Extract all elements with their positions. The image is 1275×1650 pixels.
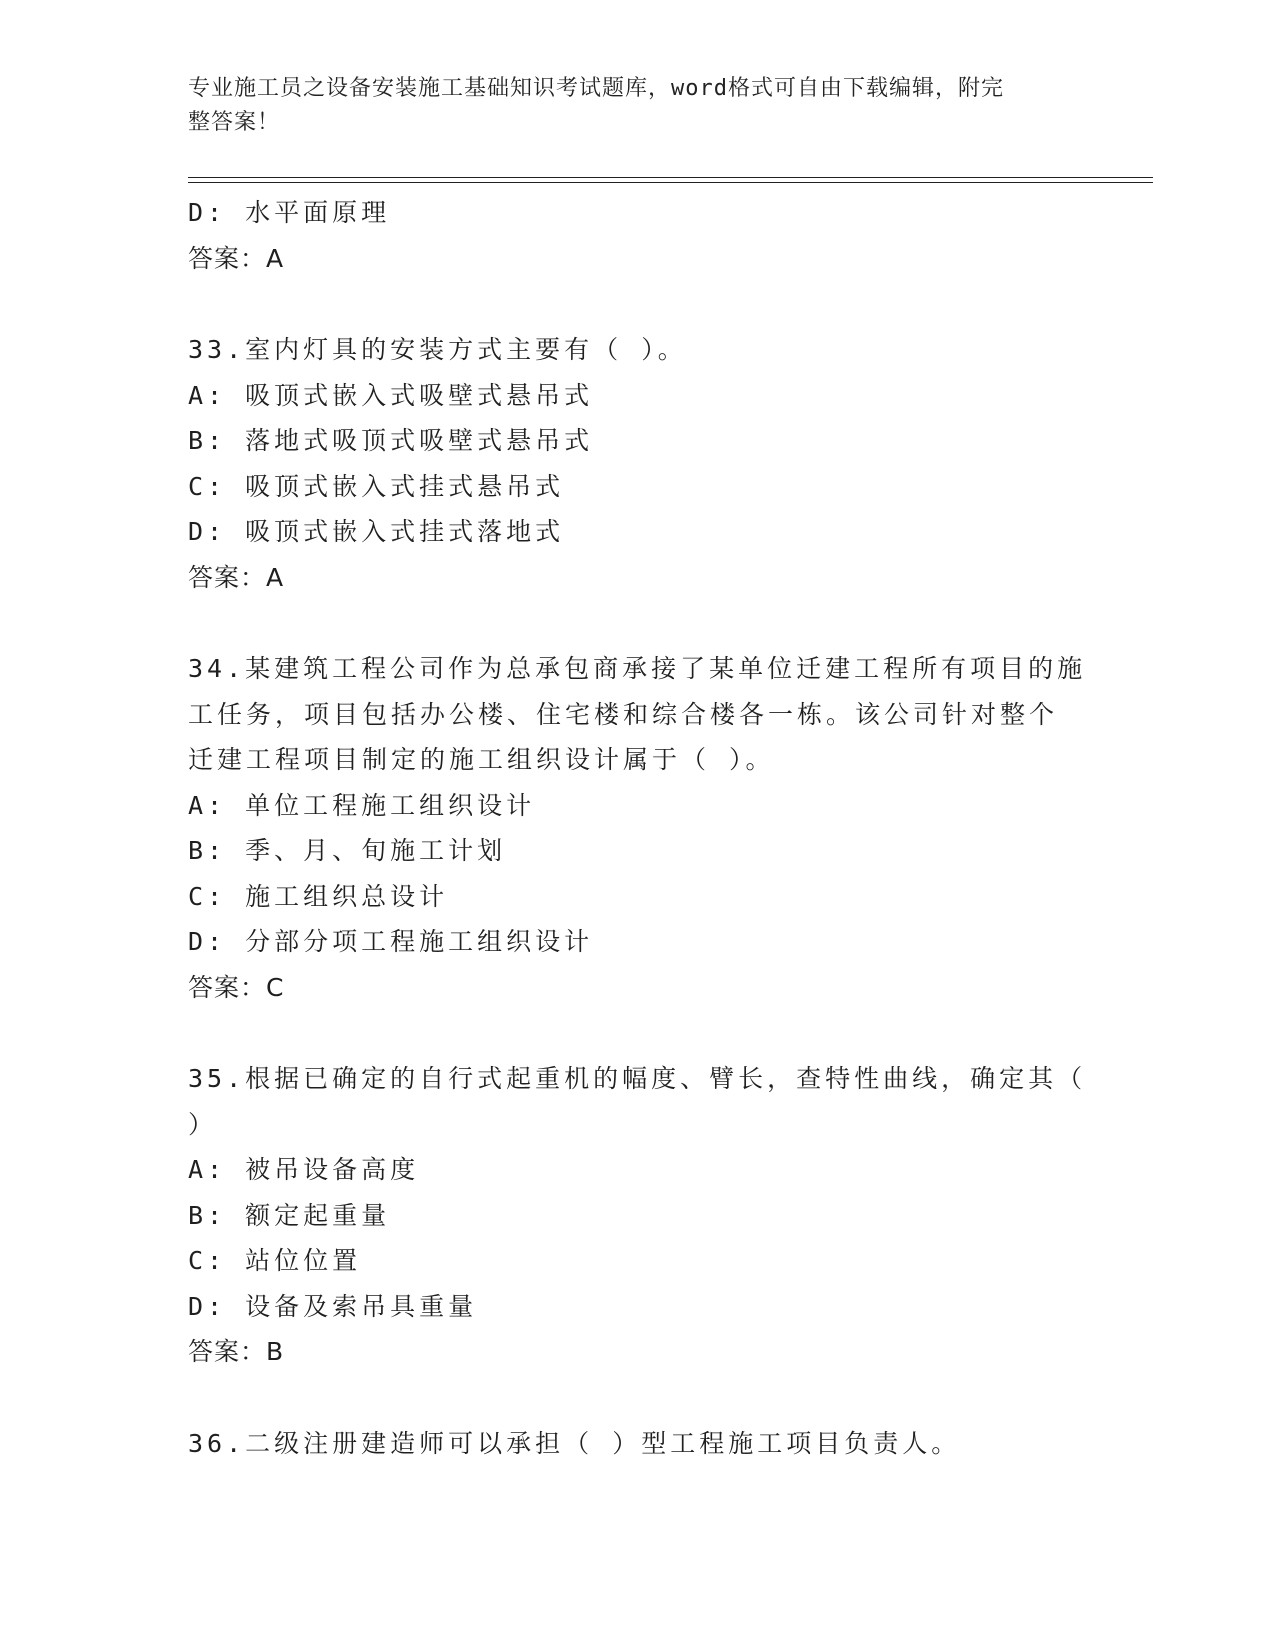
question-stem-line-1: 35.根据已确定的自行式起重机的幅度、臂长，查特性曲线，确定其（: [188, 1064, 1087, 1093]
document-header: [188, 72, 1068, 140]
spacer: [188, 600, 1088, 646]
question-stem: 33.室内灯具的安装方式主要有（ ）。: [188, 335, 687, 364]
question-stem: 36.二级注册建造师可以承担（ ）型工程施工项目负责人。: [188, 1428, 961, 1458]
header-divider-top: [188, 177, 1153, 178]
question-33: [188, 327, 1088, 600]
header-line-1: 专业施工员之设备安装施工基础知识考试题库，word格式可自由下载编辑，附完: [188, 76, 1004, 101]
header-line-2: 整答案！: [188, 110, 281, 135]
option-d: D: 分部分项工程施工组织设计: [188, 927, 594, 956]
carryover-option-d: D: 水平面原理: [188, 198, 391, 227]
option-a: A: 被吊设备高度: [188, 1155, 420, 1184]
option-d: D: 设备及索吊具重量: [188, 1291, 478, 1321]
spacer: [188, 1010, 1088, 1056]
option-a: A: 吸顶式嵌入式吸壁式悬吊式: [188, 380, 594, 410]
spacer: [188, 1375, 1088, 1421]
header-divider-bottom: [188, 182, 1153, 183]
question-list: [188, 190, 1088, 1466]
option-c: C: 站位位置: [188, 1246, 362, 1275]
option-a: A: 单位工程施工组织设计: [188, 790, 536, 820]
question-34: [188, 646, 1088, 1010]
option-b: B: 额定起重量: [188, 1200, 391, 1230]
answer: 答案：A: [188, 562, 285, 592]
answer: 答案：B: [188, 1337, 285, 1366]
spacer: [188, 281, 1088, 327]
question-stem-line-3: 迁建工程项目制定的施工组织设计属于（ ）。: [188, 745, 775, 774]
option-d: D: 吸顶式嵌入式挂式落地式: [188, 517, 565, 546]
question-stem-line-2: 工任务，项目包括办公楼、住宅楼和综合楼各一栋。该公司针对整个: [188, 699, 1059, 729]
question-36: [188, 1421, 1088, 1467]
question-stem-line-2: ）: [188, 1109, 218, 1139]
option-c: C: 吸顶式嵌入式挂式悬吊式: [188, 471, 565, 501]
carryover-answer: 答案：A: [188, 243, 285, 273]
option-c: C: 施工组织总设计: [188, 881, 449, 911]
option-b: B: 落地式吸顶式吸壁式悬吊式: [188, 426, 594, 455]
option-b: B: 季、月、旬施工计划: [188, 836, 507, 865]
question-stem-line-1: 34.某建筑工程公司作为总承包商承接了某单位迁建工程所有项目的施: [188, 654, 1087, 683]
answer: 答案：C: [188, 972, 285, 1002]
question-35: [188, 1056, 1088, 1375]
